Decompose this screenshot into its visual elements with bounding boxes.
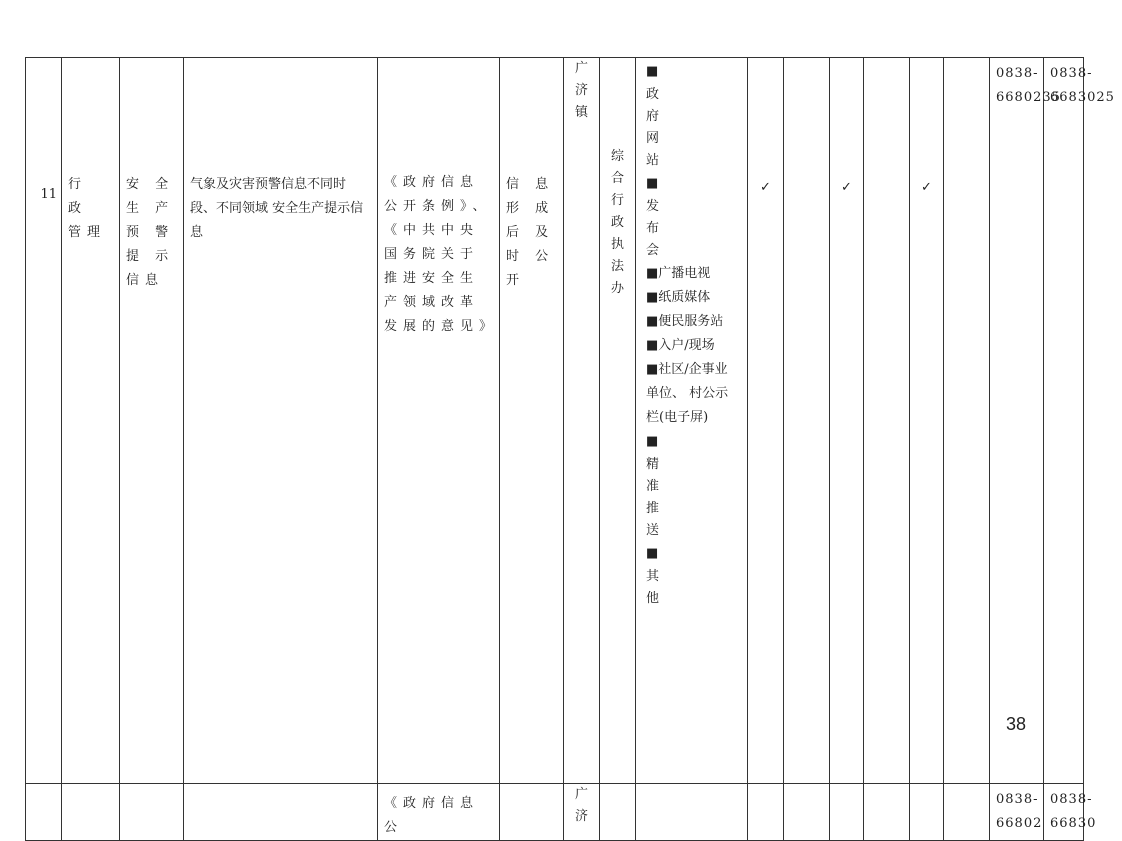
row-number-cell: 11 [26, 58, 62, 784]
dept-cell [600, 58, 636, 784]
category-cell: 行 政 管理 [62, 58, 120, 784]
empty-cell [784, 58, 830, 784]
time-cell: 信 息 形 成 后 及 时 公 开 [500, 58, 564, 784]
phone-cell: 0838-66802 [990, 784, 1044, 841]
checkmark-cell: ✓ [910, 58, 944, 784]
empty-cell [784, 784, 830, 841]
channel-item: ■ [646, 434, 659, 449]
empty-cell [864, 784, 910, 841]
empty-cell [120, 784, 184, 841]
checkmark-cell: ✓ [830, 58, 864, 784]
phone-cell: 0838-66830 [1044, 784, 1084, 841]
channel-item: ■社区/企事业单位、 村公示栏(电子屏) [646, 362, 729, 425]
subject-cell [564, 58, 600, 784]
channel-item: 精准推送 [646, 457, 660, 538]
content-cell: 气象及灾害预警信息不同时段、不同领域 安全生产提示信息 [184, 58, 378, 784]
channel-item: 其他 [646, 569, 660, 606]
basis-cell: 《政府信息公 [378, 784, 500, 841]
checkmark-cell: ✓ [748, 58, 784, 784]
table-row [26, 784, 1084, 841]
channel-item: ■纸质媒体 [646, 290, 711, 305]
phone-cell: 0838-6680235 [990, 58, 1044, 784]
empty-cell [184, 784, 378, 841]
page-number: 38 [1006, 714, 1027, 734]
phone-cell: 0838-6683025 [1044, 58, 1084, 784]
channel-item: ■广播电视 [646, 266, 711, 281]
row-number-cell [26, 784, 62, 841]
empty-cell [830, 784, 864, 841]
empty-cell [600, 784, 636, 841]
empty-cell [910, 784, 944, 841]
channel-item: 发布会 [646, 199, 660, 258]
subject-text: 广济 [574, 787, 588, 824]
empty-cell [748, 784, 784, 841]
channel-item: ■ [646, 176, 659, 191]
empty-cell [944, 784, 990, 841]
subject-cell [564, 784, 600, 841]
channel-item: ■ [646, 546, 659, 561]
dept-text: 综合行政执法办 [610, 149, 624, 296]
channel-item: ■便民服务站 [646, 314, 724, 329]
empty-cell [944, 58, 990, 784]
subject-text: 广济镇 [574, 61, 588, 120]
empty-cell [636, 784, 748, 841]
channel-item: ■入户/现场 [646, 338, 715, 353]
table-row [26, 58, 1084, 784]
basis-cell: 《政府信息公开条例》、《中共中央国务院关于 推进安全生产领域改革 发展的意见》 [378, 58, 500, 784]
item-cell: 安 全 生 产 预 警 提 示 信息 [120, 58, 184, 784]
empty-cell [62, 784, 120, 841]
empty-cell [864, 58, 910, 784]
channel-item: 政府网站 [646, 87, 660, 168]
channels-cell [636, 58, 748, 784]
empty-cell [500, 784, 564, 841]
channel-item: ■ [646, 64, 659, 79]
info-disclosure-table [25, 57, 1115, 841]
